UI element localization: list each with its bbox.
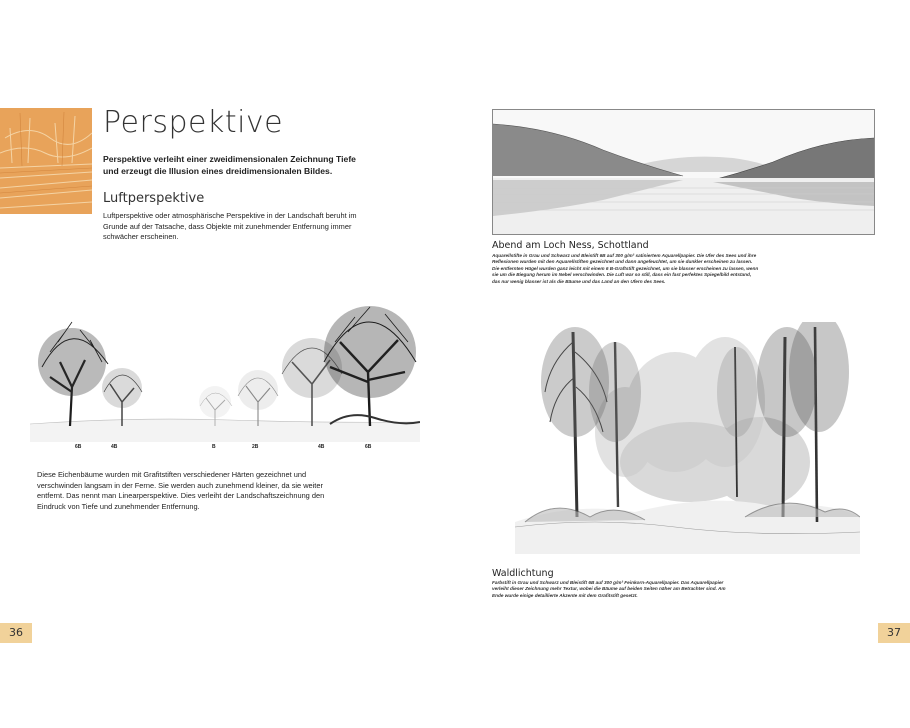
tree-label-6b-right: 6B	[365, 444, 372, 450]
loch-ness-title: Abend am Loch Ness, Schottland	[492, 240, 649, 251]
forest-caption: Farbstift in Grau und Schwarz und Bleistift 6B auf 300 g/m² Feinkorn-Aquarellpapier. Das Aquarellpapier verleiht dieser Zeichnung mehr Textur, wobei die Bäume auf beiden Seiten näher am Betrachter sind. Am Ende wurde einige detaillierte Akzente mit dem Grafitstift gesetzt.	[492, 580, 726, 598]
tree-label-6b: 6B	[75, 444, 82, 450]
orange-decorative-swatch	[0, 108, 92, 214]
loch-ness-illustration	[492, 109, 875, 235]
page-title: Perspektive	[103, 105, 284, 140]
forest-title: Waldlichtung	[492, 568, 554, 579]
tree-caption: Diese Eichenbäume wurden mit Grafitstiften verschiedener Härten gezeichnet und verschwinden langsam in der Ferne. Sie werden auch zunehmend kleiner, da sie weiter entfernt. Das nennt man Linearperspektive. Dies verleiht der Landschaftszeichnung den Eindruck von Tiefe und zunehmender Entfernung.	[37, 470, 325, 511]
section-text: Luftperspektive oder atmosphärische Perspektive in der Landschaft beruht im Grunde auf der Tatsache, dass Objekte mit zunehmender Entfernung immer schwächer erscheinen.	[103, 211, 357, 242]
page-number-right: 37	[878, 623, 910, 643]
oak-trees-illustration	[30, 292, 420, 442]
tree-label-b: B	[212, 444, 216, 450]
section-heading: Luftperspektive	[103, 191, 205, 206]
loch-ness-caption: Aquarellstifte in Grau und Schwarz und Bleistift 6B auf 300 g/m² satiniertem Aquarellpapier. Die Ufer des Sees und ihre Reflexionen wurden mit den Aquarellstiften gezeichnet und dann angefeuchtet, um sie dunkler erscheinen zu lassen. Die entfernten Hügel wurden ganz leicht mit einem 6 B-Graftstift gezeichnet, um sie blasser erscheinen zu lassen, wenn sie um die Biegung herum im Nebel verschwinden. Die Luft war so still, dass ein fast perfektes Spiegelbild entstand, das nur wenig blasser ist als die Bäume und das Land an den Ufern des Sees.	[492, 253, 759, 284]
page-number-left: 36	[0, 623, 32, 643]
tree-label-4b: 4B	[111, 444, 118, 450]
forest-clearing-illustration	[515, 322, 860, 554]
intro-text: Perspektive verleiht einer zweidimensionalen Zeichnung Tiefe und erzeugt die Illusion eines dreidimensionalen Bildes.	[103, 154, 356, 176]
tree-label-4b-right: 4B	[318, 444, 325, 450]
tree-label-2b: 2B	[252, 444, 259, 450]
